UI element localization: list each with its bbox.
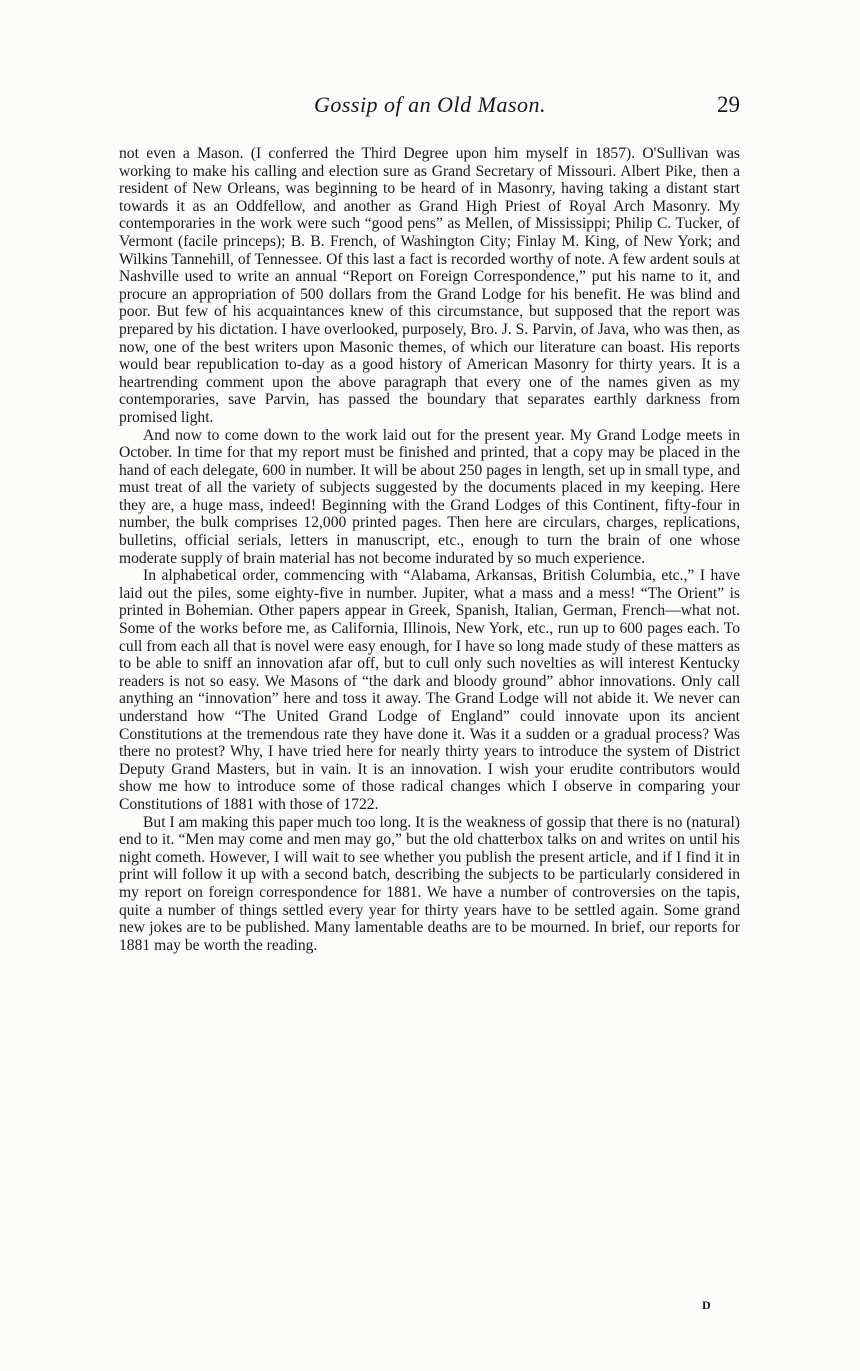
running-head xyxy=(120,92,740,122)
page-number: 29 xyxy=(717,92,740,117)
signature-mark: D xyxy=(702,1298,712,1312)
paragraph: But I am making this paper much too long. It is the weakness of gossip that there is no (natural) end to it. “Men may come and men may go,” but the old chatterbox talks on and writes on until his night cometh. However, I will wait to see whether you publish the present article, and if I find it in print will follow it up with a second batch, describing the subjects to be particularly considered in my report on foreign correspondence for 1881. We have a number of controversies on the tapis, quite a number of things settled every year for thirty years have to be settled again. Some grand new jokes are to be published. Many lamentable deaths are to be mourned. In brief, our reports for 1881 may be worth the reading. xyxy=(119,813,740,954)
paragraph: not even a Mason. (I conferred the Third Degree upon him myself in 1857). O'Sullivan was working to make his calling and election sure as Grand Secretary of Missouri. Albert Pike, then a resident of New Orleans, was beginning to be heard of in Masonry, having taking a distant start towards it as an Oddfellow, and another as Grand High Priest of Royal Arch Masonry. My contemporaries in the work were such “good pens” as Mellen, of Mississippi; Philip C. Tucker, of Vermont (facile princeps); B. B. French, of Washington City; Finlay M. King, of New York; and Wilkins Tannehill, of Tennessee. Of this last a fact is recorded worthy of note. A few ardent souls at Nashville used to write an annual “Report on Foreign Correspondence,” put his name to it, and procure an appropriation of 500 dollars from the Grand Lodge for his benefit. He was blind and poor. But few of his acquaintances knew of this circumstance, but supposed that the report was prepared by his dictation. I have overlooked, purposely, Bro. J. S. Parvin, of Java, who was then, as now, one of the best writers upon Masonic themes, of which our literature can boast. His reports would bear republication to-day as a good history of American Masonry for thirty years. It is a heartrending comment upon the above paragraph that every one of the names given as my contemporaries, save Parvin, has passed the boundary that separates earthly darkness from promised light. xyxy=(119,145,740,426)
paragraph: In alphabetical order, commencing with “Alabama, Arkansas, British Columbia, etc.,” I have laid out the piles, some eighty-five in number. Jupiter, what a mass and a mess! “The Orient” is printed in Bohemian. Other papers appear in Greek, Spanish, Italian, German, French—what not. Some of the works before me, as California, Illinois, New York, etc., run up to 600 pages each. To cull from each all that is novel were easy enough, for I have so long made study of these matters as to be able to sniff an innovation afar off, but to cull only such novelties as will interest Kentucky readers is not so easy. We Masons of “the dark and bloody ground” abhor innovations. Only call anything an “innovation” here and toss it away. The Grand Lodge will not abide it. We never can understand how “The United Grand Lodge of England” could innovate upon its ancient Constitutions at the tremendous rate they have done it. Was it a sudden or a gradual process? Was there no protest? Why, I have tried here for nearly thirty years to introduce the system of District Deputy Grand Masters, but in vain. It is an innovation. I wish your erudite contributors would show me how to introduce some of those radical changes which I observe in comparing your Constitutions of 1881 with those of 1722. xyxy=(119,567,740,813)
running-title: Gossip of an Old Mason. xyxy=(313,92,547,117)
paragraph: And now to come down to the work laid out for the present year. My Grand Lodge meets in October. In time for that my report must be finished and printed, that a copy may be placed in the hand of each delegate, 600 in number. It will be about 250 pages in length, set up in small type, and must treat of all the variety of subjects suggested by the documents placed in my keeping. Here they are, a huge mass, indeed! Beginning with the Grand Lodges of this Continent, fifty-four in number, the bulk comprises 12,000 printed pages. Then here are circulars, charges, replications, bulletins, official serials, letters in manuscript, etc., enough to turn the brain of one whose moderate supply of brain material has not become indurated by so much experience. xyxy=(119,426,741,567)
body-text xyxy=(119,145,740,954)
